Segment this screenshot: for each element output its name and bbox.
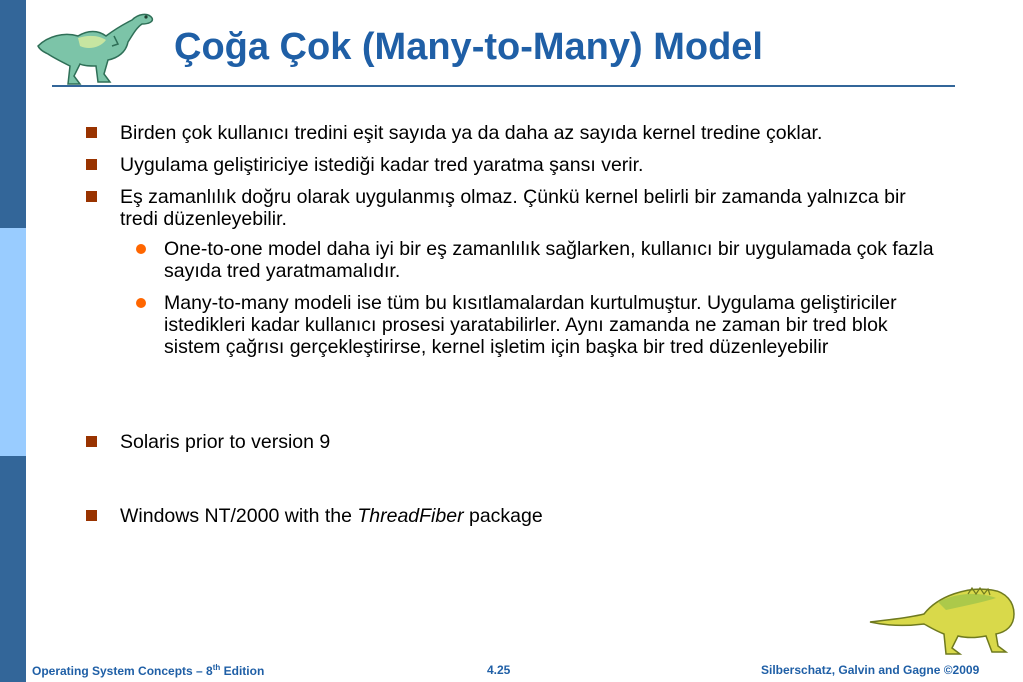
bullet-text: Solaris prior to version 9	[120, 431, 331, 453]
bullet-text	[120, 505, 980, 527]
dinosaur-footer-icon	[868, 582, 1018, 656]
bullet-text-after: package	[463, 505, 543, 527]
sub-bullet-text: Many-to-many modeli ise tüm bu kısıtlamalardan kurtulmuştur. Uygulama geliştiriciler istedikleri kadar kullanıcı prosesi yaratabilirler. Aynı zamanda ne zaman bir tred blok sistem çağrısı gerçekleştirirse, kernel işletim için başka bir tred düzenleyebilir	[164, 292, 897, 358]
footer-book-title-suffix: Edition	[220, 664, 265, 678]
bullet-text: Birden çok kullanıcı tredini eşit sayıda ya da daha az sayıda kernel tredine çoklar.	[120, 122, 823, 144]
bullet-text-before: Windows NT/2000 with the	[120, 505, 358, 527]
page-number: 4.25	[487, 663, 511, 677]
bullet-square-icon	[86, 510, 97, 521]
sub-bullet-text: One-to-one model daha iyi bir eş zamanlılık sağlarken, kullanıcı bir uygulamada çok fazla sayıda tred yaratmamalıdır.	[164, 238, 934, 282]
footer-book-title-prefix: Operating System Concepts – 8	[32, 664, 213, 678]
bullet-dot-icon	[136, 298, 146, 308]
footer-edition-sup: th	[212, 663, 221, 672]
footer-copyright: Silberschatz, Galvin and Gagne ©2009	[761, 663, 980, 677]
bullet-text: Eş zamanlılık doğru olarak uygulanmış olmaz. Çünkü kernel belirli bir zamanda yalnızca bir tredi düzenleyebilir.	[120, 186, 906, 230]
slide-title: Çoğa Çok (Many-to-Many) Model	[174, 26, 763, 68]
bullet-square-icon	[86, 191, 97, 202]
footer-book-title	[32, 663, 264, 678]
bullet-square-icon	[86, 127, 97, 138]
bullet-text: Uygulama geliştiriciye istediği kadar tred yaratma şansı verir.	[120, 154, 644, 176]
bullet-square-icon	[86, 159, 97, 170]
bullet-dot-icon	[136, 244, 146, 254]
bullet-text-italic: ThreadFiber	[357, 505, 464, 527]
bullet-square-icon	[86, 436, 97, 447]
